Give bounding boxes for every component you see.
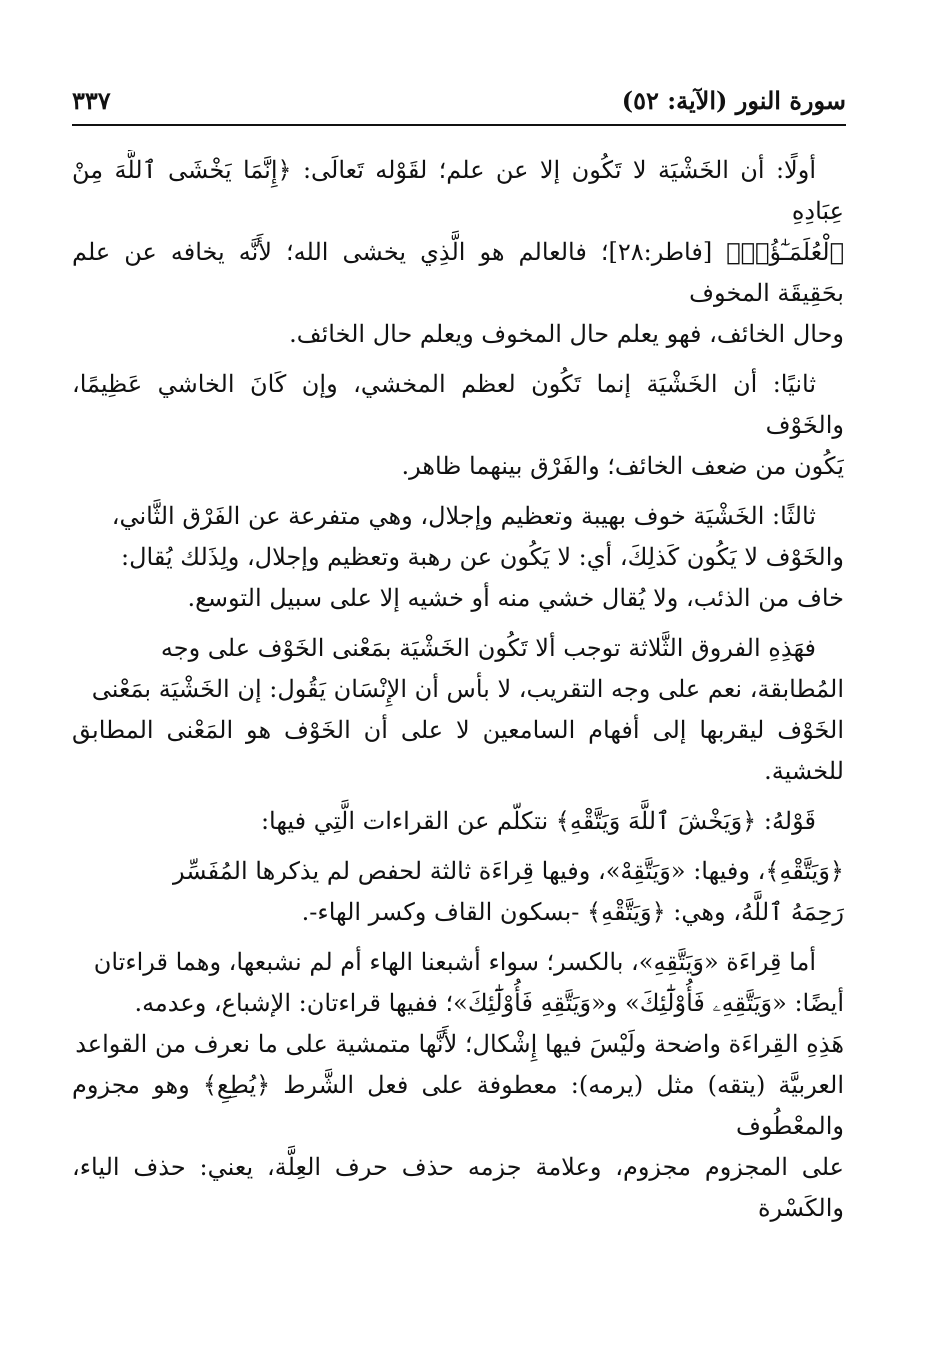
paragraph-conclusion: فهَذِهِ الفروق الثَّلاثة توجب ألا تَكُون الخَشْيَة بمَعْنى الخَوْف على وجه المُطابقة، نعم على وجه التقريب، لا بأس أن الإِنْسَان يَقُول: إن الخَشْيَة بمَعْنى الخَوْف ليقربها إلى أفهام السامعين لا على أن الخَوْف هو المَعْنى المطابق للخشية.: [72, 634, 844, 785]
header-divider: [72, 124, 846, 126]
paragraph-verse-phrase: قَوْلهُ: ﴿وَيَخْشَ ٱللَّهَ وَيَتَّقْهِ﴾ نتكلّم عن القراءات الَّتِي فيها:: [260, 807, 816, 835]
paragraph-first-difference: أولًا: أن الخَشْيَة لا تَكُون إلا عن علم؛ لقَوْله تَعالَى: ﴿إِنَّمَا يَخْشَى ٱللَّهَ مِنْ عِبَادِهِ ٱلْعُلَمَـٰٓؤُا۟﴾ [فاطر:٢٨]؛ فالعالم هو الَّذِي يخشى الله؛ لأَنَّه يخافه عن علم بحَقِيقَة المخوف وحال الخائف، فهو يعلم حال المخوف ويعلم حال الخائف.: [72, 156, 844, 348]
paragraph-reading-explanation: أما قِراءَة «وَيَتَّقِهِ»، بالكسر؛ سواء أشبعنا الهاء أم لم نشبعها، وهما قراءتان أيضًا: «وَيَتَّقِهِۦ فَأُوْلَٰٓئِكَ» و«وَيَتَّقِهِ فَأُوْلَٰٓئِكَ»؛ ففيها قراءتان: الإشباع، وعدمه. هَذِهِ القِراءَة واضحة ولَيْسَ فيها إِشْكال؛ لأَنَّها متمشية على ما نعرف من القواعد العربيَّة (يتقه) مثل (يرمه): معطوفة على فعل الشَّرط ﴿يُطِعِ﴾ وهو مجزوم والمعْطُوف على المجزوم مجزوم، وعلامة جزمه حذف حرف العِلَّة، يعني: حذف الياء، والكَسْرة: [72, 948, 844, 1222]
page-header: [72, 82, 846, 126]
paragraph-second-difference: ثانيًا: أن الخَشْيَة إنما تَكُون لعظم المخشي، وإن كَانَ الخاشي عَظِيمًا، والخَوْف يَكُون من ضعف الخائف؛ والفَرْق بينهما ظاهر.: [72, 370, 844, 480]
paragraph-readings: ﴿وَيَتَّقْهِ﴾، وفيها: «وَيَتَّقِهْ»، وفيها قِراءَة ثالثة لحفص لم يذكرها المُفَسِّر رَحِمَهُ ٱللَّهُ، وهي: ﴿وَيَتَّقْهِ﴾ -بسكون القاف وكسر الهاء-.: [173, 857, 844, 926]
running-title: سورة النور (الآية: ٥٢): [621, 86, 846, 115]
page-body: [72, 150, 844, 1350]
paragraph-third-difference: ثالثًا: الخَشْيَة خوف بهيبة وتعظيم وإجلال، وهي متفرعة عن الفَرْق الثَّاني، والخَوْف لا يَكُون كَذلِكَ، أي: لا يَكُون عن رهبة وتعظيم وإجلال، ولِذَلك يُقال: خاف من الذئب، ولا يُقال خشي منه أو خشيه إلا على سبيل التوسع.: [111, 502, 844, 612]
page-number: ٣٣٧: [72, 86, 111, 115]
